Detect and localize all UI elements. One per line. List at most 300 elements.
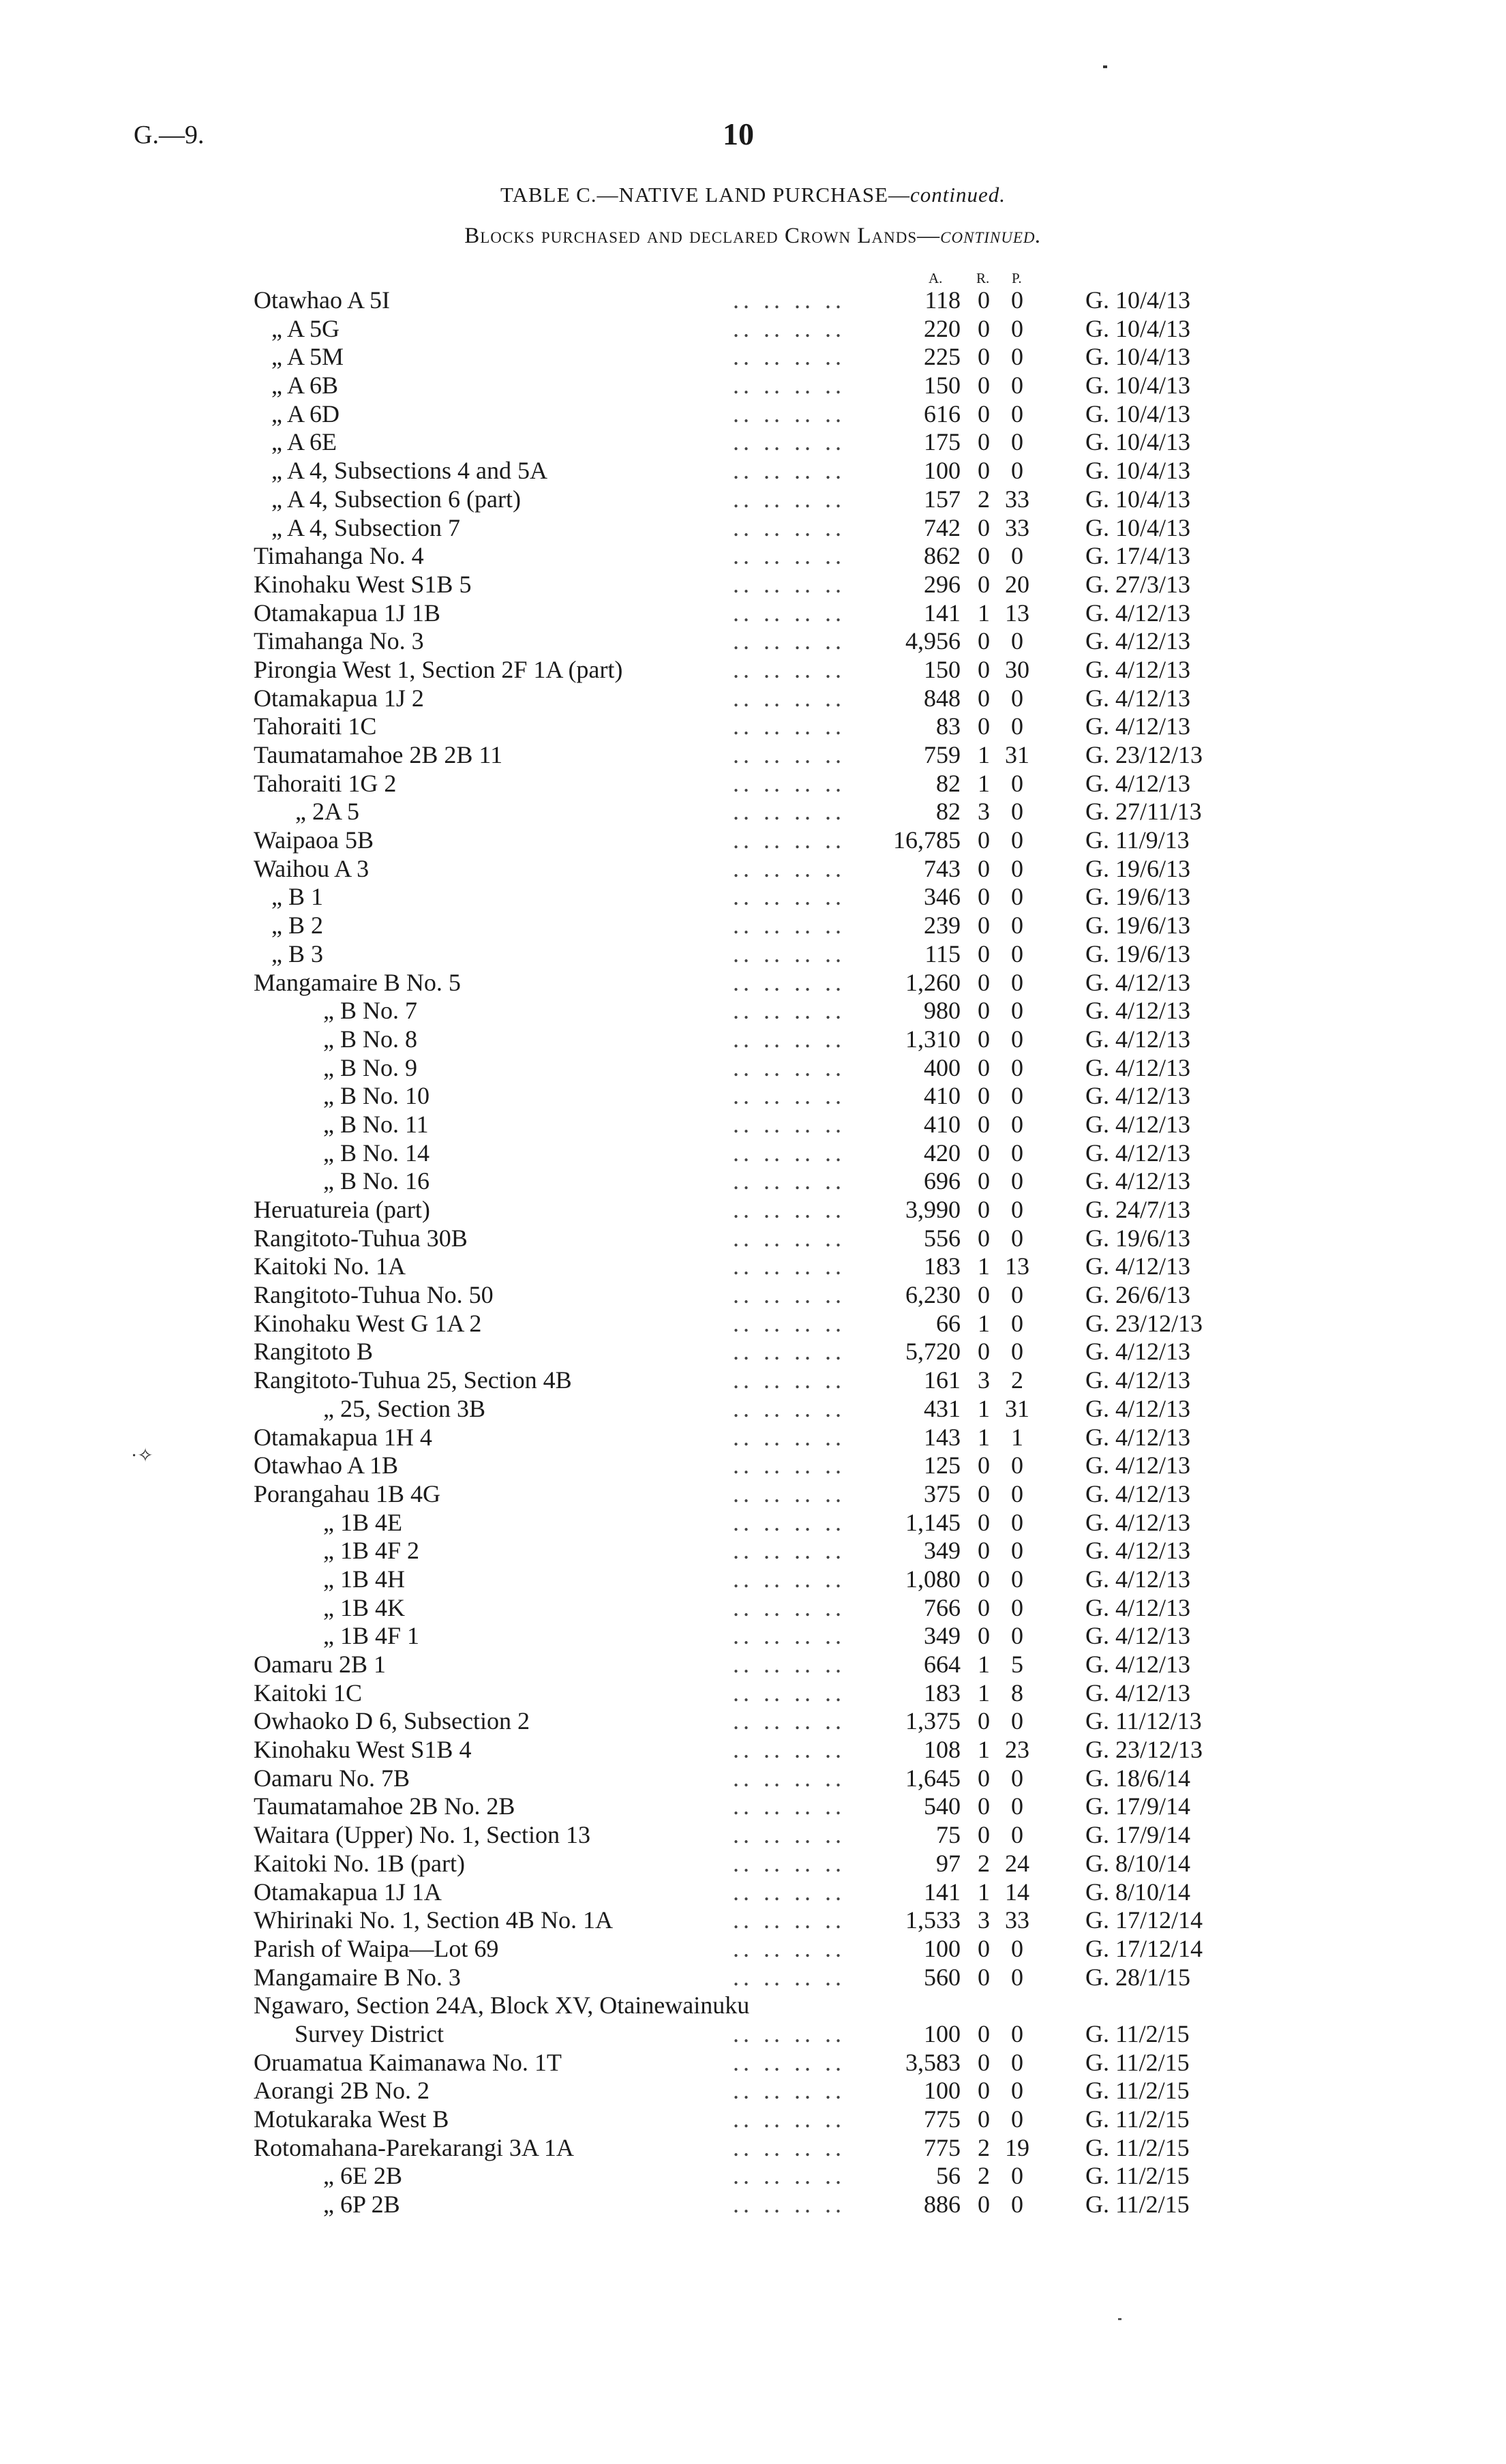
acres-value: 183: [924, 1679, 961, 1707]
leader-dots: .. .. .. ..: [733, 997, 845, 1025]
perches-value: 31: [1005, 1394, 1029, 1422]
perches-value: 0: [1011, 826, 1023, 854]
acres-value: 118: [924, 286, 961, 314]
gazette-date: G. 11/9/13: [1085, 826, 1190, 854]
block-name-text: „ A 6E: [271, 428, 337, 456]
block-name: [271, 940, 323, 969]
block-name-text: Kaitoki 1C: [254, 1679, 362, 1707]
block-name: [254, 969, 461, 997]
table-row: [0, 400, 1506, 429]
perches-value: 33: [1005, 485, 1029, 513]
leader-dots: .. .. .. ..: [733, 912, 845, 940]
table-row: [0, 1736, 1506, 1764]
block-name: [323, 2191, 400, 2219]
acres-value: 743: [924, 854, 961, 882]
block-name: [323, 1167, 430, 1196]
leader-dots: .. .. .. ..: [733, 1110, 845, 1138]
gazette-date: G. 4/12/13: [1085, 1479, 1191, 1507]
roods-value: 3: [978, 1366, 990, 1394]
leader-dots: .. .. .. ..: [733, 1025, 845, 1053]
gazette-date: G. 4/12/13: [1085, 627, 1191, 655]
table-row: [0, 1281, 1506, 1310]
gazette-date: G. 4/12/13: [1085, 1110, 1191, 1138]
acres-value: 410: [924, 1110, 961, 1138]
table-row: [0, 940, 1506, 969]
gazette-date: G. 8/10/14: [1085, 1878, 1191, 1906]
perches-value: 5: [1011, 1651, 1023, 1678]
block-name-text: „ 6P 2B: [323, 2191, 400, 2219]
block-name-text: Owhaoko D 6, Subsection 2: [254, 1707, 530, 1735]
block-name-text: Rangitoto B: [254, 1338, 374, 1366]
leader-dots: .. .. .. ..: [733, 854, 845, 882]
roods-value: 0: [978, 883, 990, 911]
leader-dots: .. .. .. ..: [733, 826, 845, 854]
leader-dots: .. .. .. ..: [733, 1252, 845, 1280]
block-name-text: Otawhao A 5I: [254, 286, 390, 314]
gazette-date: G. 17/9/14: [1085, 1821, 1191, 1849]
block-name-text: Kaitoki No. 1B (part): [254, 1849, 465, 1877]
perches-value: 13: [1005, 599, 1029, 627]
leader-dots: .. .. .. ..: [733, 2133, 845, 2161]
block-name: [254, 1964, 461, 1992]
perches-value: 0: [1011, 1934, 1023, 1962]
roods-value: 0: [978, 314, 990, 342]
perches-value: 31: [1005, 741, 1029, 768]
perches-value: 0: [1011, 1479, 1023, 1507]
table-row: [0, 343, 1506, 372]
roods-value: 1: [978, 1309, 990, 1337]
block-name: [271, 315, 340, 344]
acres-value: 220: [924, 314, 961, 342]
block-name-text: Rotomahana-Parekarangi 3A 1A: [254, 2133, 574, 2161]
gazette-date: G. 23/12/13: [1085, 1736, 1203, 1764]
perches-value: 0: [1011, 286, 1023, 314]
table-title-continued: continued.: [910, 183, 1006, 207]
leader-dots: .. .. .. ..: [733, 1366, 845, 1394]
perches-value: 0: [1011, 854, 1023, 882]
gazette-date: G. 4/12/13: [1085, 1025, 1191, 1053]
column-header-perches: P.: [1012, 270, 1022, 286]
block-name-text: „ A 5M: [271, 343, 344, 371]
table-row: [0, 1850, 1506, 1878]
block-name: [254, 1424, 432, 1452]
perches-value: 0: [1011, 372, 1023, 400]
perches-value: 0: [1011, 1452, 1023, 1479]
perches-value: 8: [1011, 1679, 1023, 1707]
leader-dots: .. .. .. ..: [733, 1053, 845, 1081]
gazette-date: G. 4/12/13: [1085, 1537, 1191, 1565]
perches-value: 0: [1011, 2105, 1023, 2133]
leader-dots: .. .. .. ..: [733, 2191, 845, 2219]
table-row: [0, 1878, 1506, 1907]
block-name-text: Kinohaku West G 1A 2: [254, 1309, 482, 1337]
roods-value: 0: [978, 2191, 990, 2219]
acres-value: 1,145: [905, 1508, 961, 1536]
block-name-text: Timahanga No. 4: [254, 542, 424, 570]
perches-value: 33: [1005, 513, 1029, 541]
roods-value: 0: [978, 712, 990, 740]
leader-dots: .. .. .. ..: [733, 1963, 845, 1991]
perches-value: 0: [1011, 1309, 1023, 1337]
gazette-date: G. 4/12/13: [1085, 1082, 1191, 1110]
acres-value: 3,583: [905, 2048, 961, 2076]
leader-dots: .. .. .. ..: [733, 1537, 845, 1565]
block-name-text: „ 1B 4E: [323, 1508, 402, 1536]
leader-dots: .. .. .. ..: [733, 400, 845, 427]
perches-value: 0: [1011, 712, 1023, 740]
roods-value: 0: [978, 1110, 990, 1138]
perches-value: 0: [1011, 1565, 1023, 1593]
roods-value: 2: [978, 1849, 990, 1877]
leader-dots: .. .. .. ..: [733, 968, 845, 996]
perches-value: 0: [1011, 1082, 1023, 1110]
perches-value: 2: [1011, 1366, 1023, 1394]
block-name: [254, 286, 390, 315]
table-row: [0, 1964, 1506, 1992]
section-title: [0, 224, 1506, 249]
top-mark: [1103, 65, 1107, 68]
block-name: [271, 883, 323, 912]
table-row: [0, 1338, 1506, 1366]
block-name-text: Otamakapua 1J 2: [254, 684, 424, 712]
perches-value: 0: [1011, 2162, 1023, 2190]
block-name-text: „ A 6D: [271, 400, 340, 427]
acres-value: 143: [924, 1423, 961, 1451]
table-row: [0, 656, 1506, 685]
leader-dots: .. .. .. ..: [733, 2162, 845, 2190]
table-row: [0, 798, 1506, 826]
block-name: [271, 912, 323, 940]
perches-value: 0: [1011, 1622, 1023, 1650]
acres-value: 239: [924, 912, 961, 940]
leader-dots: .. .. .. ..: [733, 286, 845, 314]
acres-value: 400: [924, 1053, 961, 1081]
block-name-text: Waipaoa 5B: [254, 826, 374, 854]
block-name-text: Oamaru 2B 1: [254, 1651, 386, 1678]
block-name-text: Porangahau 1B 4G: [254, 1479, 440, 1507]
block-name-text: Mangamaire B No. 5: [254, 968, 461, 996]
leader-dots: .. .. .. ..: [733, 1309, 845, 1337]
table-row: [0, 1366, 1506, 1395]
gazette-date: G. 4/12/13: [1085, 1394, 1191, 1422]
table-row: [0, 1651, 1506, 1679]
block-name: [254, 627, 424, 656]
block-name: [254, 1651, 386, 1679]
gazette-date: G. 4/12/13: [1085, 1565, 1191, 1593]
gazette-date: G. 18/6/14: [1085, 1764, 1191, 1792]
acres-value: 696: [924, 1167, 961, 1195]
table-row: [0, 372, 1506, 400]
block-name: [254, 2049, 562, 2077]
table-row: [0, 1992, 1506, 2048]
block-name-text: „ B 3: [271, 940, 323, 967]
acres-value: 759: [924, 741, 961, 768]
table-row: [0, 1082, 1506, 1111]
perches-value: 0: [1011, 968, 1023, 996]
block-name-text: Mangamaire B No. 3: [254, 1963, 461, 1991]
roods-value: 0: [978, 428, 990, 456]
acres-value: 1,260: [905, 968, 961, 996]
block-name: [323, 1594, 405, 1623]
table-row: [0, 2191, 1506, 2219]
block-name-text: „ A 5G: [271, 314, 340, 342]
roods-value: 0: [978, 372, 990, 400]
leader-dots: .. .. .. ..: [733, 343, 845, 371]
block-name-text: Kinohaku West S1B 5: [254, 570, 472, 598]
acres-value: 1,645: [905, 1764, 961, 1792]
leader-dots: .. .. .. ..: [733, 1565, 845, 1593]
perches-value: 0: [1011, 1707, 1023, 1735]
roods-value: 0: [978, 286, 990, 314]
table-row: [0, 2134, 1506, 2163]
roods-value: 0: [978, 1821, 990, 1849]
block-name: [254, 1878, 442, 1907]
table-row: [0, 712, 1506, 741]
block-name: [254, 1707, 530, 1736]
table-row: [0, 1054, 1506, 1083]
block-name: [254, 1480, 440, 1509]
leader-dots: .. .. .. ..: [733, 1878, 845, 1906]
table-row: [0, 1452, 1506, 1480]
gazette-date: G. 27/3/13: [1085, 570, 1191, 598]
acres-value: 556: [924, 1224, 961, 1252]
block-name-text: „ B No. 14: [323, 1139, 430, 1167]
gazette-date: G. 17/12/14: [1085, 1934, 1203, 1962]
gazette-date: G. 4/12/13: [1085, 712, 1191, 740]
acres-value: 141: [924, 599, 961, 627]
leader-dots: .. .. .. ..: [733, 1906, 845, 1934]
gazette-date: G. 23/12/13: [1085, 741, 1203, 768]
table-row: [0, 912, 1506, 940]
leader-dots: .. .. .. ..: [733, 2019, 845, 2047]
gazette-date: G. 10/4/13: [1085, 457, 1191, 485]
acres-value: 375: [924, 1479, 961, 1507]
acres-value: 296: [924, 570, 961, 598]
block-name-text: Taumatamahoe 2B No. 2B: [254, 1792, 515, 1820]
roods-value: 2: [978, 2162, 990, 2190]
bottom-mark: [1118, 2318, 1121, 2320]
gazette-date: G. 4/12/13: [1085, 1139, 1191, 1167]
table-row: [0, 1764, 1506, 1793]
perches-value: 0: [1011, 1821, 1023, 1849]
block-name-text: Motukaraka West B: [254, 2105, 449, 2133]
block-name-text: Aorangi 2B No. 2: [254, 2077, 430, 2105]
gazette-date: G. 11/12/13: [1085, 1707, 1202, 1735]
block-name: [254, 712, 376, 741]
gazette-date: G. 17/12/14: [1085, 1906, 1203, 1934]
acres-value: 150: [924, 655, 961, 683]
gazette-date: G. 4/12/13: [1085, 1679, 1191, 1707]
table-row: [0, 2077, 1506, 2105]
block-name-text: Oamaru No. 7B: [254, 1764, 410, 1792]
perches-value: 0: [1011, 1792, 1023, 1820]
table-row: [0, 1167, 1506, 1196]
perches-value: 0: [1011, 769, 1023, 797]
acres-value: 346: [924, 883, 961, 911]
block-name-text: „ B No. 9: [323, 1053, 417, 1081]
roods-value: 2: [978, 2133, 990, 2161]
table-row: [0, 969, 1506, 997]
acres-value: 766: [924, 1593, 961, 1621]
block-name-text: Oruamatua Kaimanawa No. 1T: [254, 2048, 562, 2076]
roods-value: 1: [978, 1394, 990, 1422]
acres-value: 83: [936, 712, 961, 740]
acres-value: 886: [924, 2191, 961, 2219]
block-name: [254, 1338, 373, 1366]
table-row: [0, 2162, 1506, 2191]
leader-dots: .. .. .. ..: [733, 1394, 845, 1422]
leader-dots: .. .. .. ..: [733, 1452, 845, 1479]
roods-value: 0: [978, 826, 990, 854]
block-name-text: „ B 2: [271, 912, 323, 940]
margin-mark: ·✧: [131, 1445, 153, 1467]
perches-value: 0: [1011, 428, 1023, 456]
block-name-text: „ 1B 4F 1: [323, 1622, 420, 1650]
roods-value: 1: [978, 1878, 990, 1906]
acres-value: 3,990: [905, 1196, 961, 1223]
leader-dots: .. .. .. ..: [733, 1792, 845, 1820]
table-row: [0, 1225, 1506, 1253]
roods-value: 1: [978, 741, 990, 768]
block-name-text: „ B 1: [271, 883, 323, 911]
page-number: 10: [723, 117, 754, 151]
gazette-date: G. 11/2/15: [1085, 2019, 1190, 2047]
gazette-date: G. 4/12/13: [1085, 1338, 1191, 1366]
block-name-text: Parish of Waipa—Lot 69: [254, 1934, 499, 1962]
block-name-text: Ngawaro, Section 24A, Block XV, Otainewainuku: [254, 1992, 750, 2019]
leader-dots: .. .. .. ..: [733, 1849, 845, 1877]
block-name: [254, 542, 424, 571]
block-name-text: „ B No. 16: [323, 1167, 430, 1195]
perches-value: 0: [1011, 314, 1023, 342]
perches-value: 0: [1011, 2077, 1023, 2105]
roods-value: 0: [978, 1224, 990, 1252]
perches-value: 0: [1011, 2048, 1023, 2076]
block-name-text: Timahanga No. 3: [254, 627, 424, 655]
gazette-date: G. 24/7/13: [1085, 1196, 1191, 1223]
acres-value: 742: [924, 513, 961, 541]
acres-value: 100: [924, 2019, 961, 2047]
roods-value: 0: [978, 1622, 990, 1650]
acres-value: 16,785: [893, 826, 961, 854]
acres-value: 664: [924, 1651, 961, 1678]
block-name: [254, 1764, 410, 1793]
block-name-text: „ 1B 4F 2: [323, 1537, 420, 1565]
table-row: [0, 1679, 1506, 1708]
leader-dots: .. .. .. ..: [733, 314, 845, 342]
perches-value: 0: [1011, 883, 1023, 911]
block-name-text: Kaitoki No. 1A: [254, 1252, 406, 1280]
leader-dots: .. .. .. ..: [733, 2105, 845, 2133]
perches-value: 0: [1011, 912, 1023, 940]
table-row: [0, 627, 1506, 656]
acres-value: 431: [924, 1394, 961, 1422]
table-row: [0, 855, 1506, 884]
perches-value: 19: [1005, 2133, 1029, 2161]
block-name: [254, 855, 369, 884]
block-name-text: „ 2A 5: [295, 798, 359, 826]
block-name: [254, 1935, 498, 1964]
roods-value: 0: [978, 2019, 990, 2047]
roods-value: 0: [978, 1281, 990, 1309]
roods-value: 0: [978, 655, 990, 683]
perches-value: 0: [1011, 684, 1023, 712]
leader-dots: .. .. .. ..: [733, 1281, 845, 1309]
acres-value: 175: [924, 428, 961, 456]
acres-value: 183: [924, 1252, 961, 1280]
roods-value: 1: [978, 1252, 990, 1280]
block-name: [254, 685, 424, 713]
table-row: [0, 315, 1506, 344]
gazette-date: G. 19/6/13: [1085, 854, 1191, 882]
block-name-text: „ B No. 10: [323, 1082, 430, 1110]
acres-value: 349: [924, 1622, 961, 1650]
leader-dots: .. .. .. ..: [733, 883, 845, 911]
perches-value: 33: [1005, 1906, 1029, 1934]
roods-value: 3: [978, 1906, 990, 1934]
roods-value: 0: [978, 1082, 990, 1110]
table-row: [0, 1821, 1506, 1850]
roods-value: 0: [978, 1167, 990, 1195]
gazette-date: G. 11/2/15: [1085, 2048, 1190, 2076]
roods-value: 0: [978, 457, 990, 485]
perches-value: 0: [1011, 940, 1023, 967]
block-name-text: Waihou A 3: [254, 854, 370, 882]
block-name-text: „ 1B 4H: [323, 1565, 405, 1593]
acres-value: 616: [924, 400, 961, 427]
section-title-main: Blocks purchased and declared Crown Lands—: [464, 224, 941, 248]
gazette-date: G. 4/12/13: [1085, 1622, 1191, 1650]
acres-value: 1,533: [905, 1906, 961, 1934]
table-row: [0, 1792, 1506, 1821]
table-row: [0, 1622, 1506, 1651]
perches-value: 0: [1011, 997, 1023, 1025]
table-row: [0, 997, 1506, 1025]
block-name: [254, 1225, 468, 1253]
perches-value: 0: [1011, 1025, 1023, 1053]
acres-value: 108: [924, 1736, 961, 1764]
acres-value: 775: [924, 2133, 961, 2161]
gazette-date: G. 4/12/13: [1085, 1452, 1191, 1479]
gazette-date: G. 4/12/13: [1085, 1053, 1191, 1081]
perches-value: 0: [1011, 400, 1023, 427]
column-header-roods: R.: [976, 270, 990, 286]
block-name: [295, 798, 359, 826]
leader-dots: .. .. .. ..: [733, 428, 845, 456]
block-name: [323, 1509, 402, 1537]
block-name: [254, 770, 396, 798]
table-row: [0, 1537, 1506, 1565]
gazette-date: G. 11/2/15: [1085, 2162, 1190, 2190]
perches-value: 0: [1011, 1224, 1023, 1252]
table-row: [0, 685, 1506, 713]
block-name-text: Taumatamahoe 2B 2B 11: [254, 741, 503, 768]
acres-value: 5,720: [905, 1338, 961, 1366]
leader-dots: .. .. .. ..: [733, 712, 845, 740]
perches-value: 0: [1011, 1963, 1023, 1991]
roods-value: 0: [978, 912, 990, 940]
gazette-date: G. 11/2/15: [1085, 2105, 1190, 2133]
table-row: [0, 428, 1506, 457]
acres-value: 125: [924, 1452, 961, 1479]
roods-value: 0: [978, 1963, 990, 1991]
acres-value: 848: [924, 684, 961, 712]
table-row: [0, 514, 1506, 543]
acres-value: 97: [936, 1849, 961, 1877]
perches-value: 0: [1011, 798, 1023, 826]
leader-dots: .. .. .. ..: [733, 1139, 845, 1167]
table-row: [0, 1139, 1506, 1168]
